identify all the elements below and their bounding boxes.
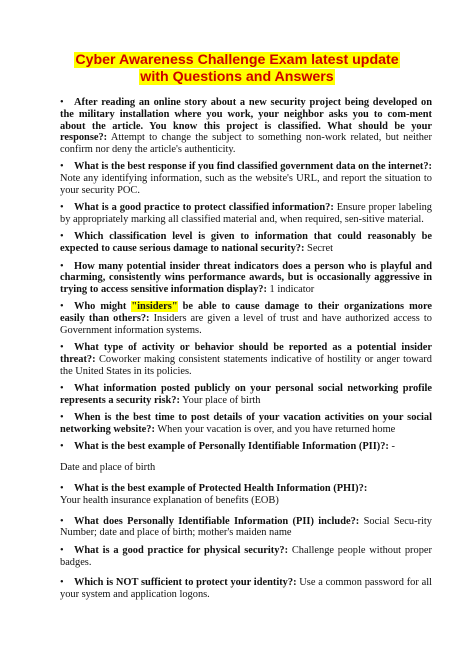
bullet-icon: • — [60, 342, 64, 354]
question-text: What is the best example of Personally Identifiable Information (PII)?: — [74, 441, 389, 453]
qa-item — [60, 301, 432, 336]
qa-list — [60, 97, 432, 606]
qa-item — [60, 412, 432, 436]
qa-item — [60, 231, 432, 255]
question-text: After reading an online story about a new security project being developed on the military installation where you work, your neighbor asks you to com-ment about the article. You know this project is classified. What should be your response?: — [60, 97, 432, 144]
question-text: What type of activity or behavior should be reported as a potential insider threat?: — [60, 342, 432, 366]
qa-item — [60, 441, 432, 474]
highlighted-term: "insiders" — [131, 301, 178, 313]
qa-item — [60, 202, 432, 226]
question-text: What information posted publicly on your personal social networking profile represents a security risk?: — [60, 383, 432, 407]
answer-text: Attempt to change the subject to something non-work related, but neither confirm nor deny the article's authenticity. — [60, 132, 432, 156]
question-text-start: Who might — [74, 301, 132, 313]
question-text: Which is NOT sufficient to protect your identity?: — [74, 577, 297, 589]
answer-text: Social Secu-rity Number; date and place of birth; mother's maiden name — [60, 515, 432, 539]
answer-text: Insiders are given a level of trust and have authorized access to Government information systems. — [60, 313, 432, 337]
answer-text: Challenge people without proper badges. — [60, 544, 432, 568]
bullet-icon: • — [60, 544, 64, 556]
qa-item — [60, 342, 432, 377]
qa-item — [60, 577, 432, 601]
qa-item — [60, 545, 432, 569]
answer-text: Use a common password for all your system and application logons. — [60, 577, 432, 601]
bullet-icon: • — [60, 483, 64, 495]
bullet-icon: • — [60, 383, 64, 395]
answer-text: Your place of birth — [179, 395, 261, 407]
question-text: Which classification level is given to information that could reasonably be expected to cause serious damage to national security?: — [60, 231, 432, 255]
answer-text: Coworker making consistent statements indicative of hostility or anger toward the United States in its policies. — [60, 354, 432, 377]
answer-text: Secret — [304, 243, 333, 255]
bullet-icon: • — [60, 231, 64, 243]
question-text: What is the best response if you find classified government data on the internet?: — [74, 161, 432, 173]
qa-item — [60, 383, 432, 407]
bullet-icon: • — [60, 97, 64, 108]
qa-item — [60, 97, 432, 156]
answer-text: 1 indicator — [266, 284, 315, 296]
bullet-icon: • — [60, 515, 64, 527]
bullet-icon: • — [60, 412, 64, 424]
answer-text: Date and place of birth — [60, 462, 156, 474]
bullet-icon: • — [60, 577, 64, 589]
qa-item — [60, 516, 432, 540]
bullet-icon: • — [60, 202, 64, 214]
title-line-2: with Questions and Answers — [140, 69, 334, 85]
bullet-icon: • — [60, 260, 64, 272]
bullet-icon: • — [60, 161, 64, 173]
question-text: What is a good practice for physical security?: — [74, 544, 289, 556]
question-text: How many potential insider threat indicators does a person who is playful and charming, consistently wins performance awards, but is occasionally aggressive in trying to access sensitive information display?: — [60, 260, 432, 296]
qa-item — [60, 161, 432, 196]
question-text: What is a good practice to protect classified information?: — [74, 202, 334, 214]
answer-dash: - — [388, 441, 395, 453]
title-line-1: Cyber Awareness Challenge Exam latest update — [75, 52, 399, 68]
qa-item — [60, 483, 432, 507]
answer-text: Note any identifying information, such as the website's URL, and report the situation to your security POC. — [60, 173, 432, 197]
question-text: What is the best example of Protected Health Information (PHI)?: — [74, 483, 368, 495]
question-text: When is the best time to post details of your vacation activities on your social networking website?: — [60, 412, 432, 436]
answer-text: Your health insurance explanation of benefits (EOB) — [60, 494, 279, 506]
question-text: What does Personally Identifiable Information (PII) include?: — [74, 515, 360, 527]
answer-text: Ensure proper labeling by appropriately marking all classified material and, when required, sen-sitive material. — [60, 202, 432, 226]
answer-text: When your vacation is over, and you have returned home — [154, 424, 396, 436]
document-title — [60, 52, 414, 86]
bullet-icon: • — [60, 301, 64, 313]
bullet-icon: • — [60, 441, 64, 453]
qa-item — [60, 261, 432, 296]
question-text-end: be able to cause damage to their organizations more easily than others?: — [60, 301, 432, 325]
